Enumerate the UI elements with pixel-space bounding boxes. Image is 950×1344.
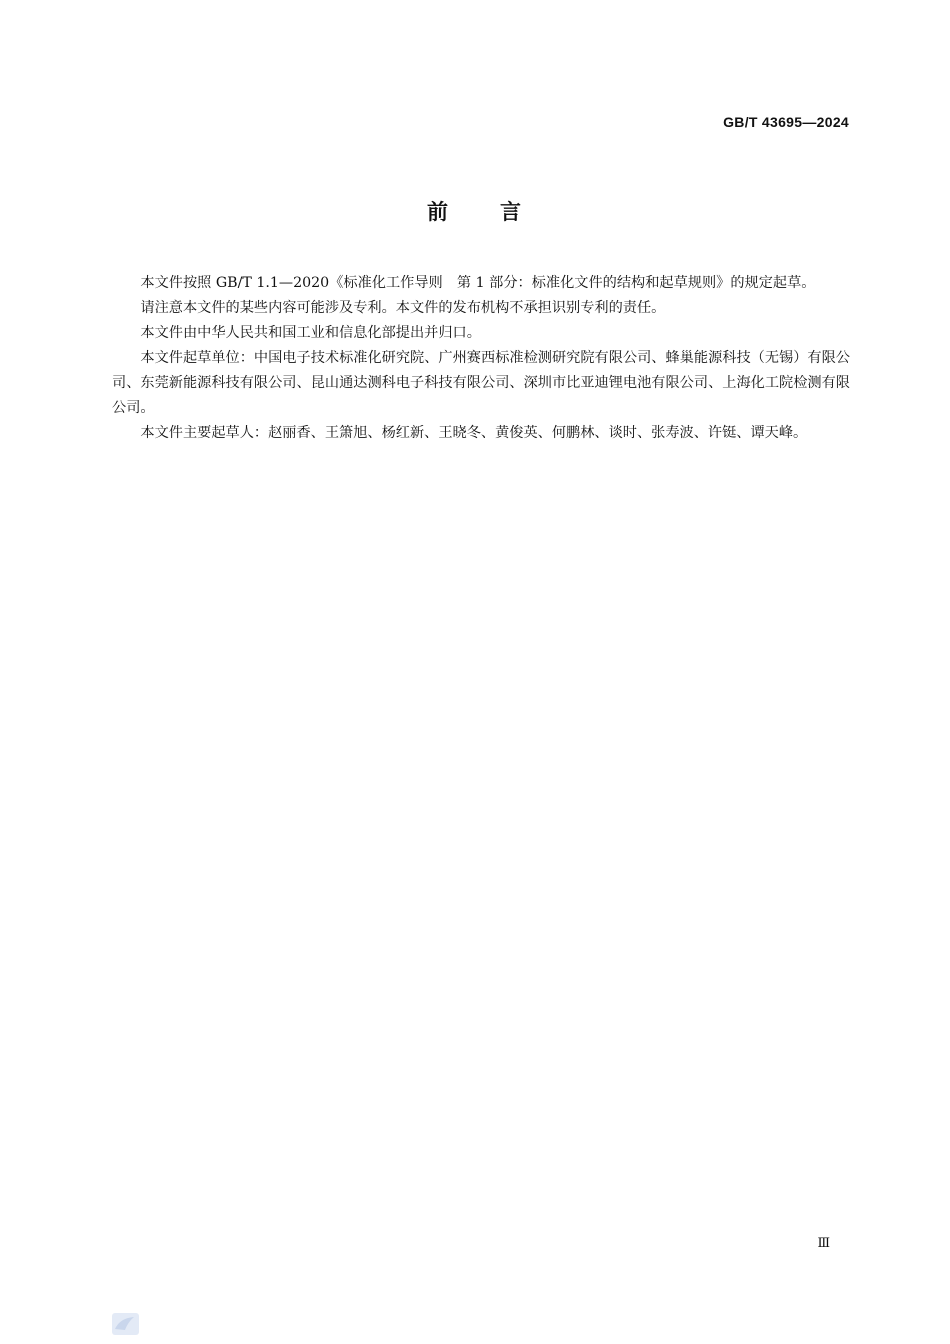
title-part-1: 前 <box>427 200 450 224</box>
standard-number: GB/T 43695—2024 <box>723 114 849 130</box>
page-title <box>0 196 950 226</box>
title-part-2: 言 <box>500 200 523 224</box>
paragraph-drafters: 本文件主要起草人：赵丽香、王箫旭、杨红新、王晓冬、黄俊英、何鹏林、谈时、张寿波、许铤、谭天峰。 <box>140 425 808 441</box>
foreword-body <box>112 271 850 446</box>
page-number: Ⅲ <box>817 1236 830 1251</box>
paragraph-drafting-rules: 本文件按照 GB/T 1.1—2020《标准化工作导则 第 1 部分：标准化文件的结构和起草规则》的规定起草。 <box>140 275 816 291</box>
paragraph-patent-notice: 请注意本文件的某些内容可能涉及专利。本文件的发布机构不承担识别专利的责任。 <box>140 300 666 316</box>
paragraph-drafting-units: 本文件起草单位：中国电子技术标准化研究院、广州赛西标准检测研究院有限公司、蜂巢能源科技（无锡）有限公司、东莞新能源科技有限公司、昆山通达测科电子科技有限公司、深圳市比亚迪锂电池有限公司、上海化工院检测有限公司。 <box>112 350 850 416</box>
sac-logo-watermark <box>112 1313 139 1335</box>
paragraph-proposer: 本文件由中华人民共和国工业和信息化部提出并归口。 <box>140 325 481 341</box>
